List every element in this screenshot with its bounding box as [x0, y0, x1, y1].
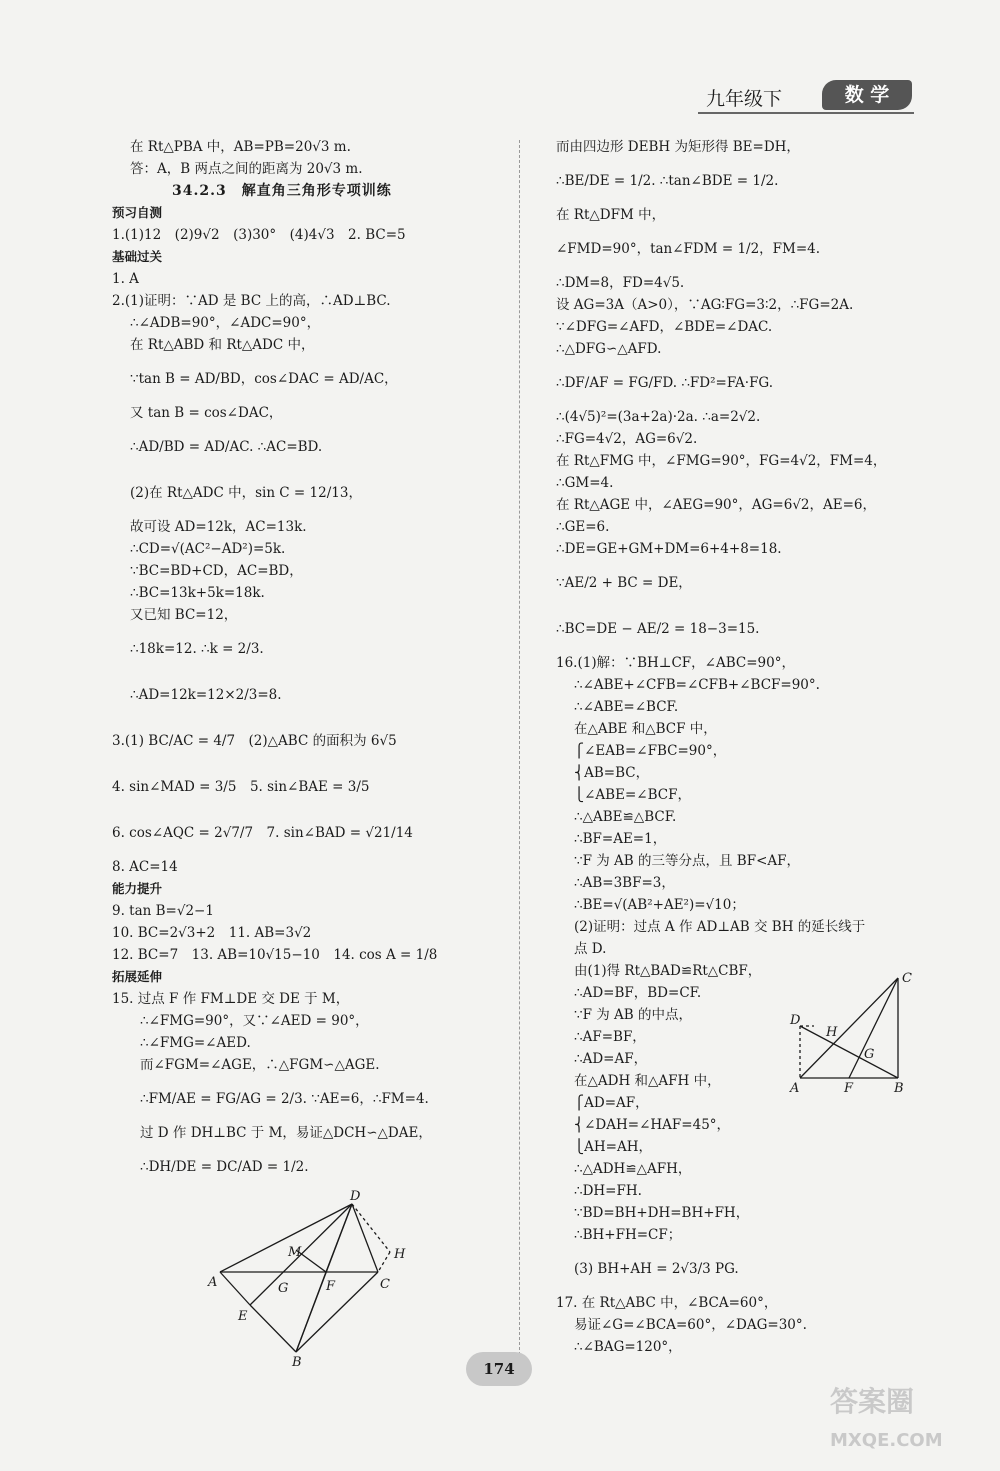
text-line: ∵BD=BH+DH=BH+FH，: [574, 1205, 750, 1221]
text-line: ∴∠BAG=120°，: [574, 1339, 682, 1355]
text-line: ∴BH+FH=CF；: [574, 1227, 682, 1243]
text-line: 预习自测: [112, 205, 163, 220]
text-line: 34.2.3 解直角三角形专项训练: [172, 183, 392, 199]
fig15-label-a: A: [208, 1275, 218, 1290]
header-underline: [698, 112, 914, 114]
figure-16: [786, 968, 916, 1096]
text-line: (2)在 Rt△ADC 中，sin C = 12/13，: [130, 485, 362, 501]
text-line: ∴DH=FH.: [574, 1183, 642, 1199]
text-line: ∴∠FMG=∠AED.: [140, 1035, 251, 1051]
fig15-label-b: B: [292, 1355, 302, 1370]
text-line: ∴△DFG∽△AFD.: [556, 341, 662, 357]
text-line: 在 Rt△AGE 中，∠AEG=90°，AG=6√2，AE=6，: [556, 497, 877, 513]
fig16-label-g: G: [864, 1047, 875, 1062]
text-line: 16.(1)解：∵BH⊥CF，∠ABC=90°，: [556, 655, 795, 671]
figure-15: [200, 1190, 420, 1370]
column-divider: [519, 140, 520, 1360]
text-line: 而由四边形 DEBH 为矩形得 BE=DH，: [556, 139, 800, 155]
header-grade: 九年级下: [706, 88, 783, 110]
text-line: ∴AD=AF，: [574, 1051, 648, 1067]
text-line: 1.(1)12 (2)9√2 (3)30° (4)4√3 2. BC=5: [112, 227, 406, 243]
text-line: 在 Rt△DFM 中，: [556, 207, 666, 223]
text-line: 9. tan B=√2−1: [112, 903, 214, 919]
text-line: ∴DM=8，FD=4√5.: [556, 275, 685, 291]
text-line: 基础过关: [112, 249, 163, 264]
fig16-label-a: A: [790, 1081, 800, 1096]
text-line: 15. 过点 F 作 FM⊥DE 交 DE 于 M，: [112, 991, 350, 1007]
text-line: ⎧AD=AF，: [574, 1095, 649, 1111]
text-line: ∴DF/AF = FG/FD. ∴FD²=FA·FG.: [556, 375, 774, 391]
text-line: 在△ADH 和△AFH 中，: [574, 1073, 721, 1089]
text-line: ∴(4√5)²=(3a+2a)·2a. ∴a=2√2.: [556, 409, 761, 425]
text-line: ∴△ADH≌△AFH，: [574, 1161, 692, 1177]
text-line: ∵AE/2 + BC = DE，: [556, 575, 692, 591]
text-line: ∵tan B = AD/BD，cos∠DAC = AD/AC，: [130, 371, 398, 387]
text-line: (2)证明：过点 A 作 AD⊥AB 交 BH 的延长线于: [574, 919, 866, 935]
text-line: 6. cos∠AQC = 2√7/7 7. sin∠BAD = √21/14: [112, 825, 413, 841]
text-line: 易证∠G=∠BCA=60°，∠DAG=30°.: [574, 1317, 807, 1333]
text-line: ∴BC=13k+5k=18k.: [130, 585, 265, 601]
watermark-text: 答案圈: [830, 1385, 915, 1418]
fig15-label-c: C: [380, 1277, 390, 1292]
fig15-label-f: F: [326, 1279, 336, 1294]
text-line: 故可设 AD=12k，AC=13k.: [130, 519, 307, 535]
fig16-label-c: C: [902, 971, 912, 986]
text-line: ∴∠ABE=∠BCF.: [574, 699, 679, 715]
fig16-label-h: H: [826, 1025, 838, 1040]
fig16-label-f: F: [844, 1081, 854, 1096]
text-line: 又已知 BC=12，: [130, 607, 238, 623]
text-line: ∵F 为 AB 的三等分点，且 BF<AF，: [574, 853, 801, 869]
text-line: ∴BF=AE=1，: [574, 831, 667, 847]
left-column: [112, 136, 507, 1190]
text-line: ∴AD/BD = AD/AC. ∴AC=BD.: [130, 439, 323, 455]
header-subject-badge: 数 学: [822, 80, 912, 110]
text-line: 过 D 作 DH⊥BC 于 M，易证△DCH∽△DAE，: [140, 1125, 432, 1141]
text-line: 4. sin∠MAD = 3/5 5. sin∠BAE = 3/5: [112, 779, 370, 795]
text-line: 在△ABE 和△BCF 中，: [574, 721, 717, 737]
text-line: 点 D.: [574, 941, 607, 957]
fig15-label-h: H: [394, 1247, 406, 1262]
page-number: 174: [466, 1352, 532, 1386]
fig16-label-b: B: [894, 1081, 904, 1096]
text-line: 而∠FGM=∠AGE，∴△FGM∽△AGE.: [140, 1057, 380, 1073]
text-line: ∴DE=GE+GM+DM=6+4+8=18.: [556, 541, 782, 557]
text-line: ∴BE=√(AB²+AE²)=√10；: [574, 897, 745, 913]
text-line: ∴AF=BF，: [574, 1029, 646, 1045]
text-line: 2.(1)证明：∵AD 是 BC 上的高，∴AD⊥BC.: [112, 293, 391, 309]
text-line: ⎩AH=AH，: [574, 1139, 652, 1155]
fig15-label-g: G: [278, 1281, 289, 1296]
text-line: ⎧∠EAB=∠FBC=90°，: [574, 743, 727, 759]
text-line: 在 Rt△ABD 和 Rt△ADC 中，: [130, 337, 315, 353]
text-line: 10. BC=2√3+2 11. AB=3√2: [112, 925, 312, 941]
text-line: 8. AC=14: [112, 859, 178, 875]
text-line: 17. 在 Rt△ABC 中，∠BCA=60°，: [556, 1295, 778, 1311]
right-column: [556, 136, 936, 1358]
text-line: 3.(1) BC/AC = 4/7 (2)△ABC 的面积为 6√5: [112, 733, 397, 749]
text-line: (3) BH+AH = 2√3/3 PG.: [574, 1261, 739, 1277]
text-line: 又 tan B = cos∠DAC，: [130, 405, 283, 421]
text-line: 1. A: [112, 271, 139, 287]
fig15-label-d: D: [350, 1190, 361, 1204]
text-line: ∴BC=DE − AE/2 = 18−3=15.: [556, 621, 760, 637]
text-line: ∠FMD=90°，tan∠FDM = 1/2，FM=4.: [556, 241, 821, 257]
watermark-url: MXQE.COM: [830, 1430, 943, 1451]
text-line: ∴△ABE≌△BCF.: [574, 809, 677, 825]
fig16-label-d: D: [790, 1013, 801, 1028]
text-line: 能力提升: [112, 881, 163, 896]
text-line: ∵∠DFG=∠AFD，∠BDE=∠DAC.: [556, 319, 773, 335]
text-line: ∵F 为 AB 的中点，: [574, 1007, 692, 1023]
text-line: ∴GE=6.: [556, 519, 610, 535]
text-line: 在 Rt△PBA 中，AB=PB=20√3 m.: [130, 139, 351, 155]
text-line: ∴GM=4.: [556, 475, 614, 491]
text-line: ∴AD=BF，BD=CF.: [574, 985, 702, 1001]
text-line: ∴FG=4√2，AG=6√2.: [556, 431, 698, 447]
text-line: ⎨∠DAH=∠HAF=45°，: [574, 1117, 731, 1133]
text-line: ∴CD=√(AC²−AD²)=5k.: [130, 541, 286, 557]
fig15-label-m: M: [288, 1245, 302, 1260]
text-line: ∴AB=3BF=3，: [574, 875, 675, 891]
text-line: ∴18k=12. ∴k = 2/3.: [130, 641, 264, 657]
text-line: 12. BC=7 13. AB=10√15−10 14. cos A = 1/8: [112, 947, 438, 963]
text-line: 设 AG=3A（A>0），∵AG∶FG=3∶2，∴FG=2A.: [556, 297, 854, 313]
text-line: ∴BE/DE = 1/2. ∴tan∠BDE = 1/2.: [556, 173, 779, 189]
text-line: 答：A，B 两点之间的距离为 20√3 m.: [130, 161, 363, 177]
text-line: ⎩∠ABE=∠BCF，: [574, 787, 691, 803]
text-line: ∴∠FMG=90°，又∵∠AED = 90°，: [140, 1013, 369, 1029]
text-line: ∴AD=12k=12×2/3=8.: [130, 687, 282, 703]
text-line: 在 Rt△FMG 中，∠FMG=90°，FG=4√2，FM=4，: [556, 453, 887, 469]
text-line: ∴∠ADB=90°，∠ADC=90°，: [130, 315, 321, 331]
text-line: ∴∠ABE+∠CFB=∠CFB+∠BCF=90°.: [574, 677, 820, 693]
text-line: ∵BC=BD+CD，AC=BD，: [130, 563, 303, 579]
text-line: ∴DH/DE = DC/AD = 1/2.: [140, 1159, 309, 1175]
fig15-label-e: E: [238, 1309, 248, 1324]
text-line: 拓展延伸: [112, 969, 163, 984]
text-line: 由(1)得 Rt△BAD≌Rt△CBF，: [574, 963, 762, 979]
text-line: ⎨AB=BC，: [574, 765, 650, 781]
text-line: ∴FM/AE = FG/AG = 2/3. ∵AE=6，∴FM=4.: [140, 1091, 429, 1107]
